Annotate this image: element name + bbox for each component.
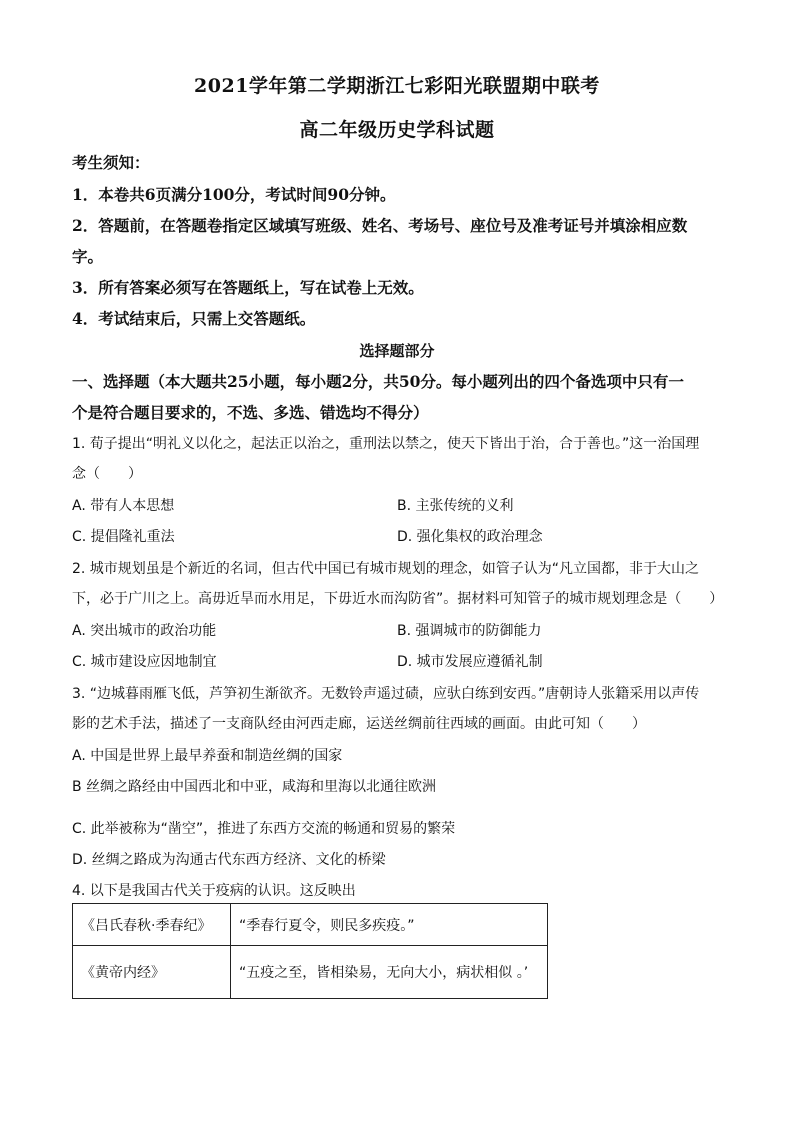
- q3-option-c: C. 此举被称为“凿空”，推进了东西方交流的畅通和贸易的繁荣: [72, 821, 456, 837]
- q1-stem-line2: 念（ ）: [72, 466, 142, 482]
- q1-option-b: B. 主张传统的义利: [397, 498, 514, 514]
- q4-stem-line1: 4. 以下是我国古代关于疫病的认识。这反映出: [72, 883, 356, 899]
- q3-stem-line1: 3. “边城暮雨雁飞低，芦笋初生渐欲齐。无数铃声遥过碛，应驮白练到安西。”唐朝诗人张籍采用以声传: [72, 686, 700, 702]
- q2-stem-line2: 下，必于广川之上。高毋近旱而水用足，下毋近水而沟防省”。据材料可知管子的城市规划理念是（ ）: [72, 591, 724, 607]
- q2-option-d: D. 城市发展应遵循礼制: [397, 654, 543, 670]
- q1-stem-line1: 1. 荀子提出“明礼义以化之，起法正以治之，重刑法以禁之，使天下皆出于治，合于善也。”这一治国理: [72, 436, 700, 452]
- q3-option-d: D. 丝绸之路成为沟通古代东西方经济、文化的桥梁: [72, 852, 386, 868]
- notice-item-2-cont: 字。: [72, 247, 104, 266]
- table-row: [73, 946, 548, 999]
- table-cell-source: 《黄帝内经》: [73, 946, 231, 999]
- exam-title: 2021学年第二学期浙江七彩阳光联盟期中联考: [194, 75, 600, 97]
- notice-item-1: 1．本卷共6页满分100分，考试时间90分钟。: [72, 185, 396, 204]
- q2-stem-line1: 2. 城市规划虽是个新近的名词，但古代中国已有城市规划的理念，如管子认为“凡立国都，非于大山之: [72, 561, 700, 577]
- q1-option-c: C. 提倡隆礼重法: [72, 529, 175, 545]
- section-title: 选择题部分: [359, 342, 435, 360]
- q3-stem-line2: 影的艺术手法，描述了一支商队经由河西走廊，运送丝绸前往西域的画面。由此可知（ ）: [72, 716, 646, 732]
- exam-subtitle: 高二年级历史学科试题: [299, 119, 495, 141]
- table-cell-quote: “五疫之至，皆相染易，无向大小，病状相似 。’: [231, 946, 548, 999]
- q2-option-c: C. 城市建设应因地制宜: [72, 654, 217, 670]
- notice-item-4: 4．考试结束后，只需上交答题纸。: [72, 309, 316, 328]
- q1-option-a: A. 带有人本思想: [72, 498, 175, 514]
- q2-option-b: B. 强调城市的防御能力: [397, 623, 542, 639]
- q4-source-table: [72, 903, 548, 999]
- section-instructions-2: 个是符合题目要求的，不选、多选、错选均不得分）: [72, 403, 429, 422]
- section-instructions-1: 一、选择题（本大题共25小题，每小题2分，共50分。每小题列出的四个备选项中只有一: [72, 372, 684, 391]
- table-cell-source: 《吕氏春秋·季春纪》: [73, 904, 231, 946]
- notice-item-2: 2．答题前，在答题卷指定区域填写班级、姓名、考场号、座位号及准考证号并填涂相应数: [72, 216, 688, 235]
- table-cell-quote: “季春行夏令，则民多疾疫。”: [231, 904, 548, 946]
- notice-heading: 考生须知：: [72, 153, 150, 172]
- q1-option-d: D. 强化集权的政治理念: [397, 529, 543, 545]
- table-row: [73, 904, 548, 946]
- q3-option-a: A. 中国是世界上最早养蚕和制造丝绸的国家: [72, 748, 343, 764]
- notice-item-3: 3．所有答案必须写在答题纸上，写在试卷上无效。: [72, 278, 424, 297]
- q2-option-a: A. 突出城市的政治功能: [72, 623, 217, 639]
- q3-option-b: B 丝绸之路经由中国西北和中亚，咸海和里海以北通往欧洲: [72, 779, 437, 795]
